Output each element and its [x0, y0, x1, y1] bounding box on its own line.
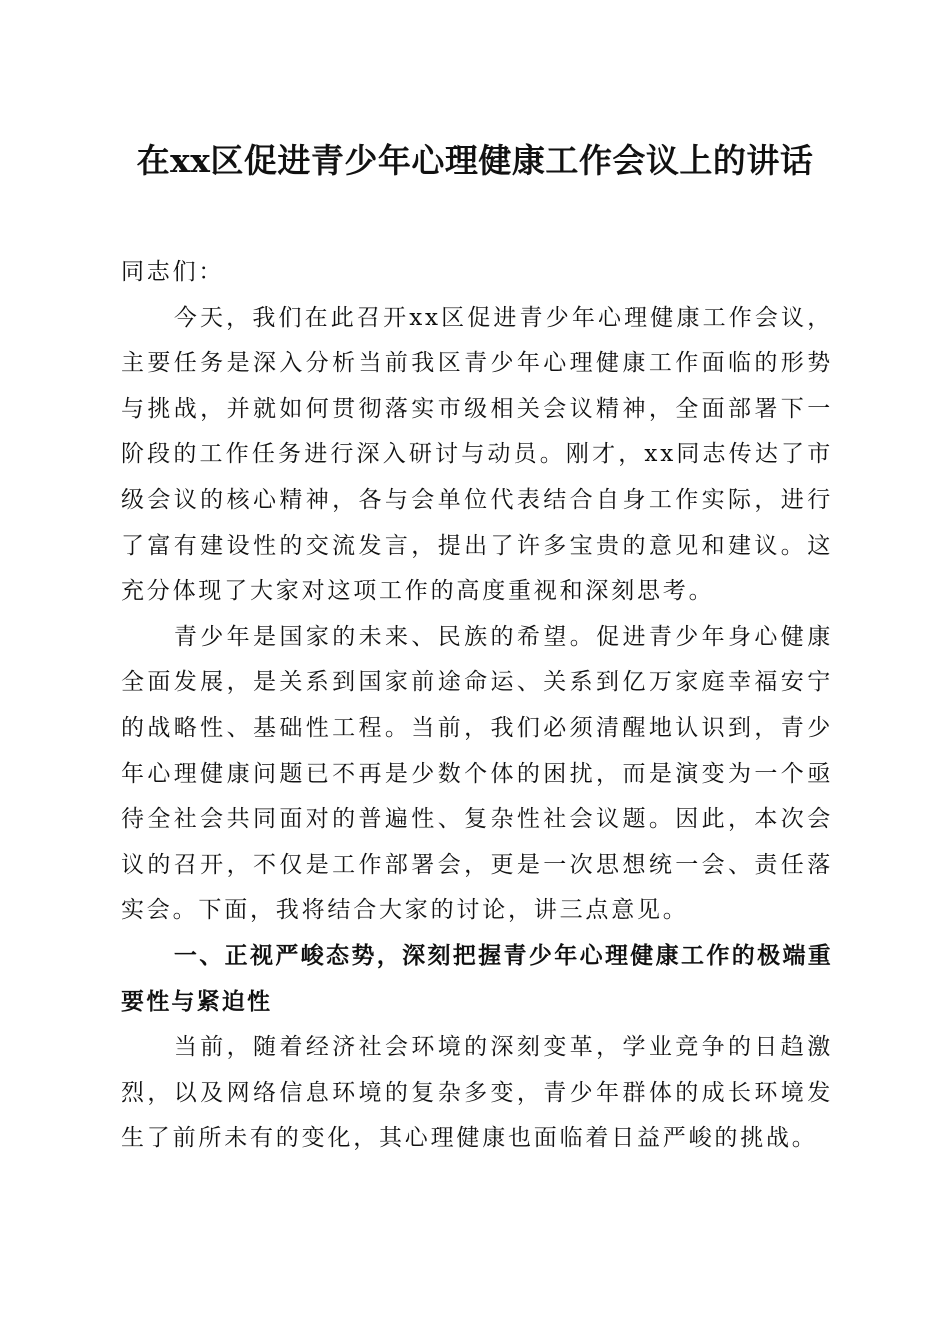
- paragraph-opening: 今天，我们在此召开xx区促进青少年心理健康工作会议，主要任务是深入分析当前我区青少年心理健康工作面临的形势与挑战，并就如何贯彻落实市级相关会议精神，全面部署下一阶段的工作任务进行深入研讨与动员。刚才，xx同志传达了市级会议的核心精神，各与会单位代表结合自身工作实际，进行了富有建设性的交流发言，提出了许多宝贵的意见和建议。这充分体现了大家对这项工作的高度重视和深刻思考。: [121, 304, 833, 605]
- document-title: 在xx区促进青少年心理健康工作会议上的讲话: [136, 141, 814, 180]
- salutation: 同志们：: [121, 259, 225, 285]
- document-body: [121, 250, 833, 1162]
- paragraph-youth-importance: 青少年是国家的未来、民族的希望。促进青少年身心健康全面发展，是关系到国家前途命运、关系到亿万家庭幸福安宁的战略性、基础性工程。当前，我们必须清醒地认识到，青少年心理健康问题已不再是少数个体的困扰，而是演变为一个亟待全社会共同面对的普遍性、复杂性社会议题。因此，本次会议的召开，不仅是工作部署会，更是一次思想统一会、责任落实会。下面，我将结合大家的讨论，讲三点意见。: [121, 623, 833, 924]
- paragraph-section-1: 当前，随着经济社会环境的深刻变革，学业竞争的日趋激烈，以及网络信息环境的复杂多变，青少年群体的成长环境发生了前所未有的变化，其心理健康也面临着日益严峻的挑战。: [121, 1034, 833, 1152]
- section-heading-1: 一、正视严峻态势，深刻把握青少年心理健康工作的极端重要性与紧迫性: [121, 942, 833, 1015]
